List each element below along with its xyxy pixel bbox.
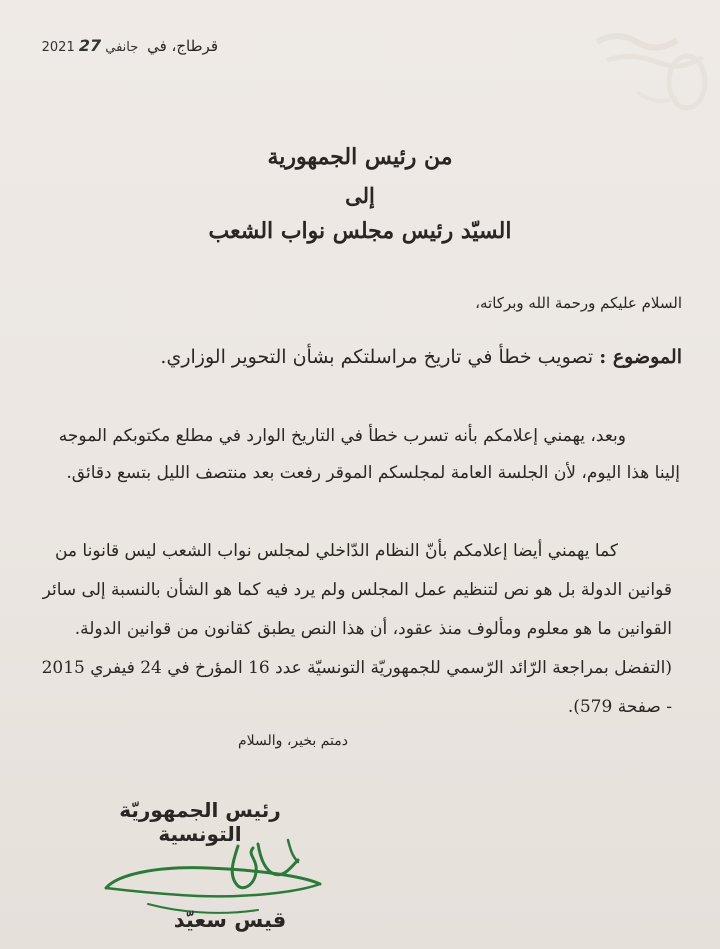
dateline-place: قرطاج، في — [147, 37, 218, 55]
date-month: جانفي — [105, 40, 139, 55]
signature-title: رئيس الجمهوريّة التونسية — [119, 798, 281, 846]
dateline — [18, 36, 218, 66]
date-year: 2021 — [41, 40, 75, 55]
subject-line — [160, 346, 682, 368]
date-day: 27 — [78, 36, 102, 55]
paragraph-2-text: كما يهمني أيضا إعلامكم بأنّ النظام الدّاخلي لمجلس نواب الشعب ليس قانونا من قوانين الدولة بل هو نص لتنظيم عمل المجلس ولم يرد فيه كما هو الشأن بالنسبة إلى سائر القوانين ما هو معلوم ومألوف منذ عقود، أن هذا النص يطبق كقانون من قوانين الدولة. (التفضل بمراجعة الرّائد الرّسمي للجمهوريّة التونسيّة عدد 16 المؤرخ في 24 فيفري 2015 - صفحة 579). — [41, 541, 672, 717]
emblem-watermark-icon — [577, 12, 712, 122]
header-recipient: السيّد رئيس مجلس نواب الشعب — [208, 218, 512, 244]
dateline-date — [42, 36, 139, 55]
closing: دمتم بخير، والسلام — [237, 733, 348, 749]
signature-name: قيس سعيّد — [173, 908, 287, 932]
greeting: السلام عليكم ورحمة الله وبركاته، — [475, 294, 682, 312]
subject-label: الموضوع : — [599, 346, 682, 368]
paragraph-1-text: وبعد، يهمني إعلامكم بأنه تسرب خطأ في التاريخ الوارد في مطلع مكتوبكم الموجه إلينا هذا اليوم، لأن الجلسة العامة لمجلسكم الموقر رفعت بعد منتصف الليل بتسع دقائق. — [58, 426, 680, 483]
subject-text: تصويب خطأ في تاريخ مراسلتكم بشأن التحوير الوزاري. — [160, 346, 594, 368]
header-to: إلى — [345, 183, 375, 208]
body-paragraph-1 — [38, 418, 680, 492]
body-paragraph-2 — [38, 532, 672, 727]
header-from: من رئيس الجمهورية — [267, 144, 453, 170]
